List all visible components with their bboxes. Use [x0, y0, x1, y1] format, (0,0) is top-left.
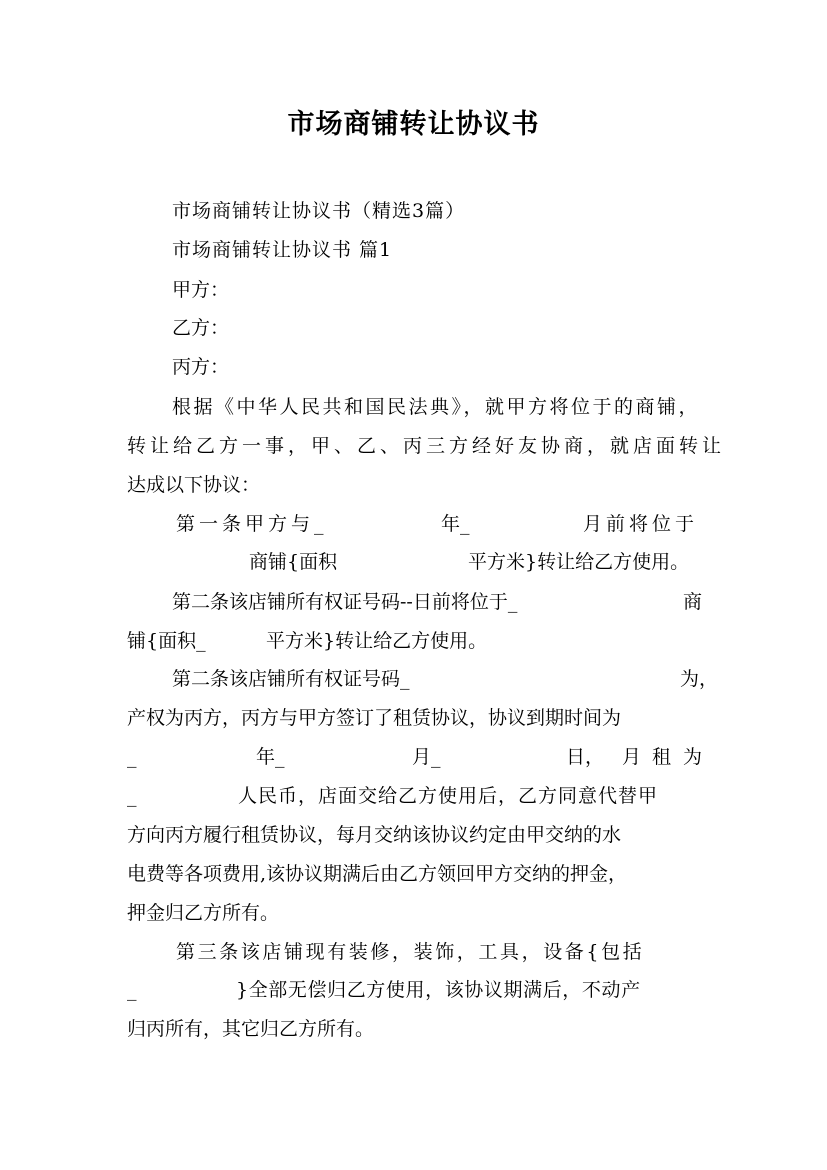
article-2a-line-2: 铺{面积_ 平方米}转让给乙方使用。 — [127, 630, 488, 652]
article-1-line-1a: 第一条甲方与_ — [176, 513, 328, 535]
article-1-line-2b: 平方米}转让给乙方使用。 — [468, 551, 690, 573]
article-2b-line-3f: 租 — [652, 746, 672, 768]
article-1-line-1c: 月前将位于 — [583, 513, 699, 535]
party-c-label: 丙方： — [172, 356, 230, 378]
article-1-line-1b: 年_ — [441, 513, 470, 535]
intro-line-3: 达成以下协议： — [127, 474, 261, 496]
article-2b-line-3b: 年_ — [256, 746, 285, 768]
article-2b-line-3g: 为 — [683, 746, 703, 768]
article-2b-line-4b: 人民币，店面交给乙方使用后，乙方同意代替甲 — [238, 785, 659, 807]
article-2b-line-3d: 日， — [566, 746, 605, 768]
section-heading: 市场商铺转让协议书 篇1 — [172, 239, 393, 261]
article-3-line-2b: }全部无偿归乙方使用，该协议期满后，不动产 — [236, 979, 641, 1001]
article-2b-line-2: 产权为丙方，丙方与甲方签订了租赁协议，协议到期时间为 — [127, 707, 622, 729]
intro-line-1: 根据《中华人民共和国民法典》，就甲方将位于的商铺， — [172, 396, 701, 418]
article-2b-line-1a: 第二条该店铺所有权证号码_ — [172, 668, 410, 690]
article-3-line-2a: _ — [127, 979, 137, 1001]
article-2b-line-1b: 为， — [680, 668, 719, 690]
article-2b-line-3c: 月_ — [412, 746, 441, 768]
article-2b-line-6: 电费等各项费用,该协议期满后由乙方领回甲方交纳的押金， — [127, 863, 628, 885]
article-2a-line-1b: 商 — [683, 591, 703, 613]
intro-line-2: 转让给乙方一事，甲、乙、丙三方经好友协商，就店面转让 — [127, 435, 726, 457]
document-subtitle: 市场商铺转让协议书（精选3篇） — [172, 200, 466, 222]
party-b-label: 乙方： — [172, 317, 230, 339]
article-2b-line-4a: _ — [127, 785, 137, 807]
party-a-label: 甲方： — [172, 279, 230, 301]
document-title: 市场商铺转让协议书 — [287, 109, 540, 140]
article-3-line-3: 归丙所有，其它归乙方所有。 — [127, 1018, 375, 1040]
article-2b-line-3a: _ — [127, 746, 137, 768]
article-1-line-2a: 商铺{面积 — [249, 551, 338, 573]
article-3-line-1: 第三条该店铺现有装修，装饰，工具，设备{包括 — [176, 941, 645, 963]
article-2b-line-5: 方向丙方履行租赁协议，每月交纳该协议约定由甲交纳的水 — [127, 824, 622, 846]
article-2a-line-1a: 第二条该店铺所有权证号码--日前将位于_ — [172, 591, 518, 613]
article-2b-line-7: 押金归乙方所有。 — [127, 902, 280, 924]
article-2b-line-3e: 月 — [622, 746, 642, 768]
